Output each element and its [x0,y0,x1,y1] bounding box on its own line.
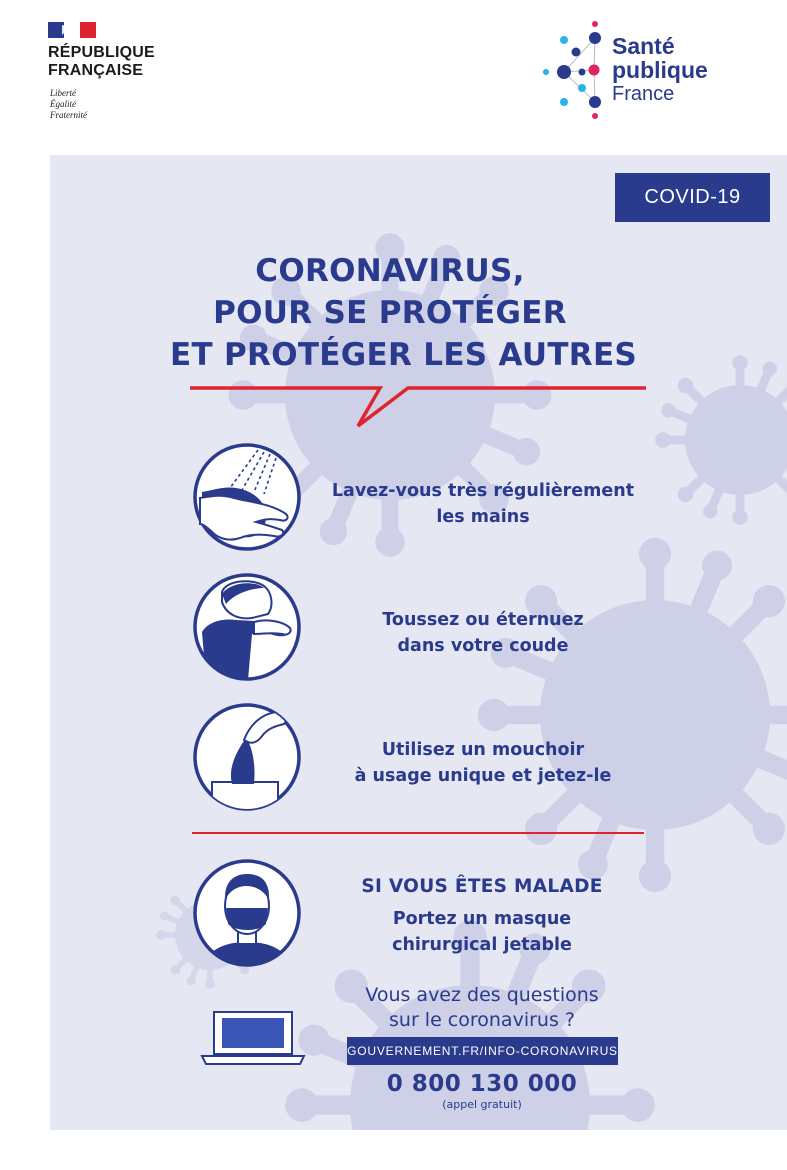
questions-text: Vous avez des questions sur le coronavirus ? [365,984,599,1031]
action-handwash-text: Lavez-vous très régulièrement les mains [331,481,635,527]
hotline-free-note: (appel gratuit) [442,1098,522,1111]
handwash-icon [192,442,302,552]
si-malade-title: SI VOUS ÊTES MALADE [361,876,603,897]
action-tissue-text: Utilisez un mouchoir à usage unique et jetez-le [354,740,612,786]
tissue-icon [192,702,302,812]
speech-bubble-line [190,378,646,434]
covid-19-badge: COVID-19 [615,173,770,222]
sante-publique-name: Santé publique France [612,33,708,105]
republique-francaise-name: RÉPUBLIQUE FRANÇAISE [48,44,155,79]
republique-motto: Liberté Égalité Fraternité [50,88,87,120]
mask-icon [192,858,302,968]
marianne-flag-logo [48,22,96,38]
section-divider [192,832,644,834]
laptop-icon [200,1010,306,1066]
sante-publique-dots-logo [540,18,620,122]
poster-title: CORONAVIRUS, POUR SE PROTÉGER ET PROTÉGER LES AUTRES [170,253,638,373]
action-cough-text: Toussez ou éternuez dans votre coude [382,610,584,656]
cough-elbow-icon [192,572,302,682]
hotline-phone-number[interactable]: 0 800 130 000 [386,1071,578,1097]
malade-mask-text: Portez un masque chirurgical jetable [392,909,572,955]
gouvernement-info-link[interactable]: GOUVERNEMENT.FR/INFO-CORONAVIRUS [347,1037,618,1065]
